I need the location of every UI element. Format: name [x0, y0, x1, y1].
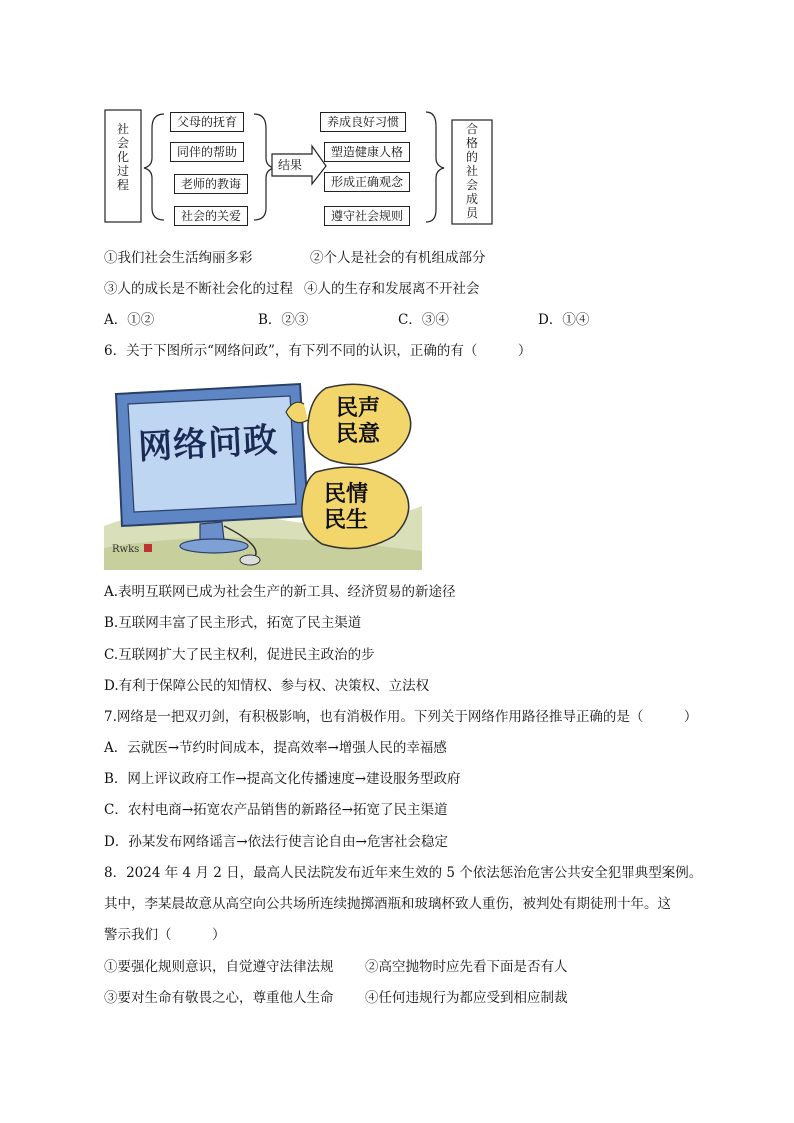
diagram-right-label: 合格的社会成员: [465, 122, 478, 220]
svg-text:Rwks: Rwks: [112, 544, 140, 555]
q7-option-a: A．云就医→节约时间成本，提高效率→增强人民的幸福感: [104, 740, 447, 756]
diagram-input-2: 同伴的帮助: [170, 142, 244, 162]
q8-stem-line-3: 警示我们（ ）: [104, 927, 226, 943]
socialization-diagram: [104, 108, 496, 228]
cartoon-bubble-2: [324, 482, 368, 534]
bubble-1-line-2: 民意: [336, 422, 381, 447]
q6-option-b: B.互联网丰富了民主形式，拓宽了民主渠道: [104, 615, 362, 631]
q8-statement-2: ②高空抛物时应先看下面是否有人: [365, 959, 568, 975]
network-politics-cartoon: [104, 376, 422, 570]
q8-statement-1: ①要强化规则意识，自觉遵守法律法规: [104, 959, 334, 975]
diagram-output-1: 养成良好习惯: [320, 112, 406, 132]
q5-statement-2: ②个人是社会的有机组成部分: [310, 250, 486, 266]
diagram-left-label: 社会化过程: [116, 122, 129, 192]
q5-option-a: A．①②: [104, 312, 155, 328]
q7-option-b: B．网上评议政府工作→提高文化传播速度→建设服务型政府: [104, 771, 461, 787]
q6-option-d: D.有利于保障公民的知情权、参与权、决策权、立法权: [104, 678, 430, 694]
diagram-input-3: 老师的教诲: [174, 174, 248, 194]
diagram-output-2: 塑造健康人格: [324, 142, 410, 162]
q7-stem: 7.网络是一把双刃剑，有积极影响，也有消极作用。下列关于网络作用路径推导正确的是（ ）: [104, 709, 698, 725]
bubble-2-line-2: 民生: [324, 508, 369, 533]
diagram-arrow-label: 结果: [278, 158, 303, 172]
q5-option-b: B．②③: [258, 312, 309, 328]
q7-option-c: C．农村电商→拓宽农产品销售的新路径→拓宽了民主渠道: [104, 802, 448, 818]
q5-option-c: C．③④: [398, 312, 449, 328]
q8-stem-line-1: 8．2024 年 4 月 2 日，最高人民法院发布近年来生效的 5 个依法惩治危害公共安全犯罪典型案例。: [104, 865, 703, 881]
q6-option-c: C.互联网扩大了民主权利，促进民主政治的步: [104, 647, 375, 663]
q6-option-a: A.表明互联网已成为社会生产的新工具、经济贸易的新途径: [104, 584, 456, 600]
q5-statement-1: ①我们社会生活绚丽多彩: [104, 250, 253, 266]
q5-statement-3: ③人的成长是不断社会化的过程: [104, 281, 293, 297]
q5-option-d: D．①④: [538, 312, 590, 328]
cartoon-bubble-1: [336, 396, 380, 448]
q6-stem: 6．关于下图所示“网络问政”，有下列不同的认识，正确的有（ ）: [104, 343, 532, 359]
diagram-output-3: 形成正确观念: [324, 172, 410, 192]
cartoon-screen-text: 网络问政: [137, 420, 280, 468]
q8-stem-line-2: 其中，李某晨故意从高空向公共场所连续抛掷酒瓶和玻璃杯致人重伤，被判处有期徒刑十年。这: [104, 896, 671, 912]
diagram-output-4: 遵守社会规则: [324, 206, 410, 226]
q7-option-d: D．孙某发布网络谣言→依法行使言论自由→危害社会稳定: [104, 834, 448, 850]
bubble-2-line-1: 民情: [324, 482, 369, 507]
q5-statement-4: ④人的生存和发展离不开社会: [304, 281, 480, 297]
diagram-input-1: 父母的抚育: [170, 112, 244, 132]
q8-statement-4: ④任何违规行为都应受到相应制裁: [365, 990, 568, 1006]
bubble-1-line-1: 民声: [336, 396, 381, 421]
diagram-input-4: 社会的关爱: [174, 206, 248, 226]
q8-statement-3: ③要对生命有敬畏之心，尊重他人生命: [104, 990, 334, 1006]
